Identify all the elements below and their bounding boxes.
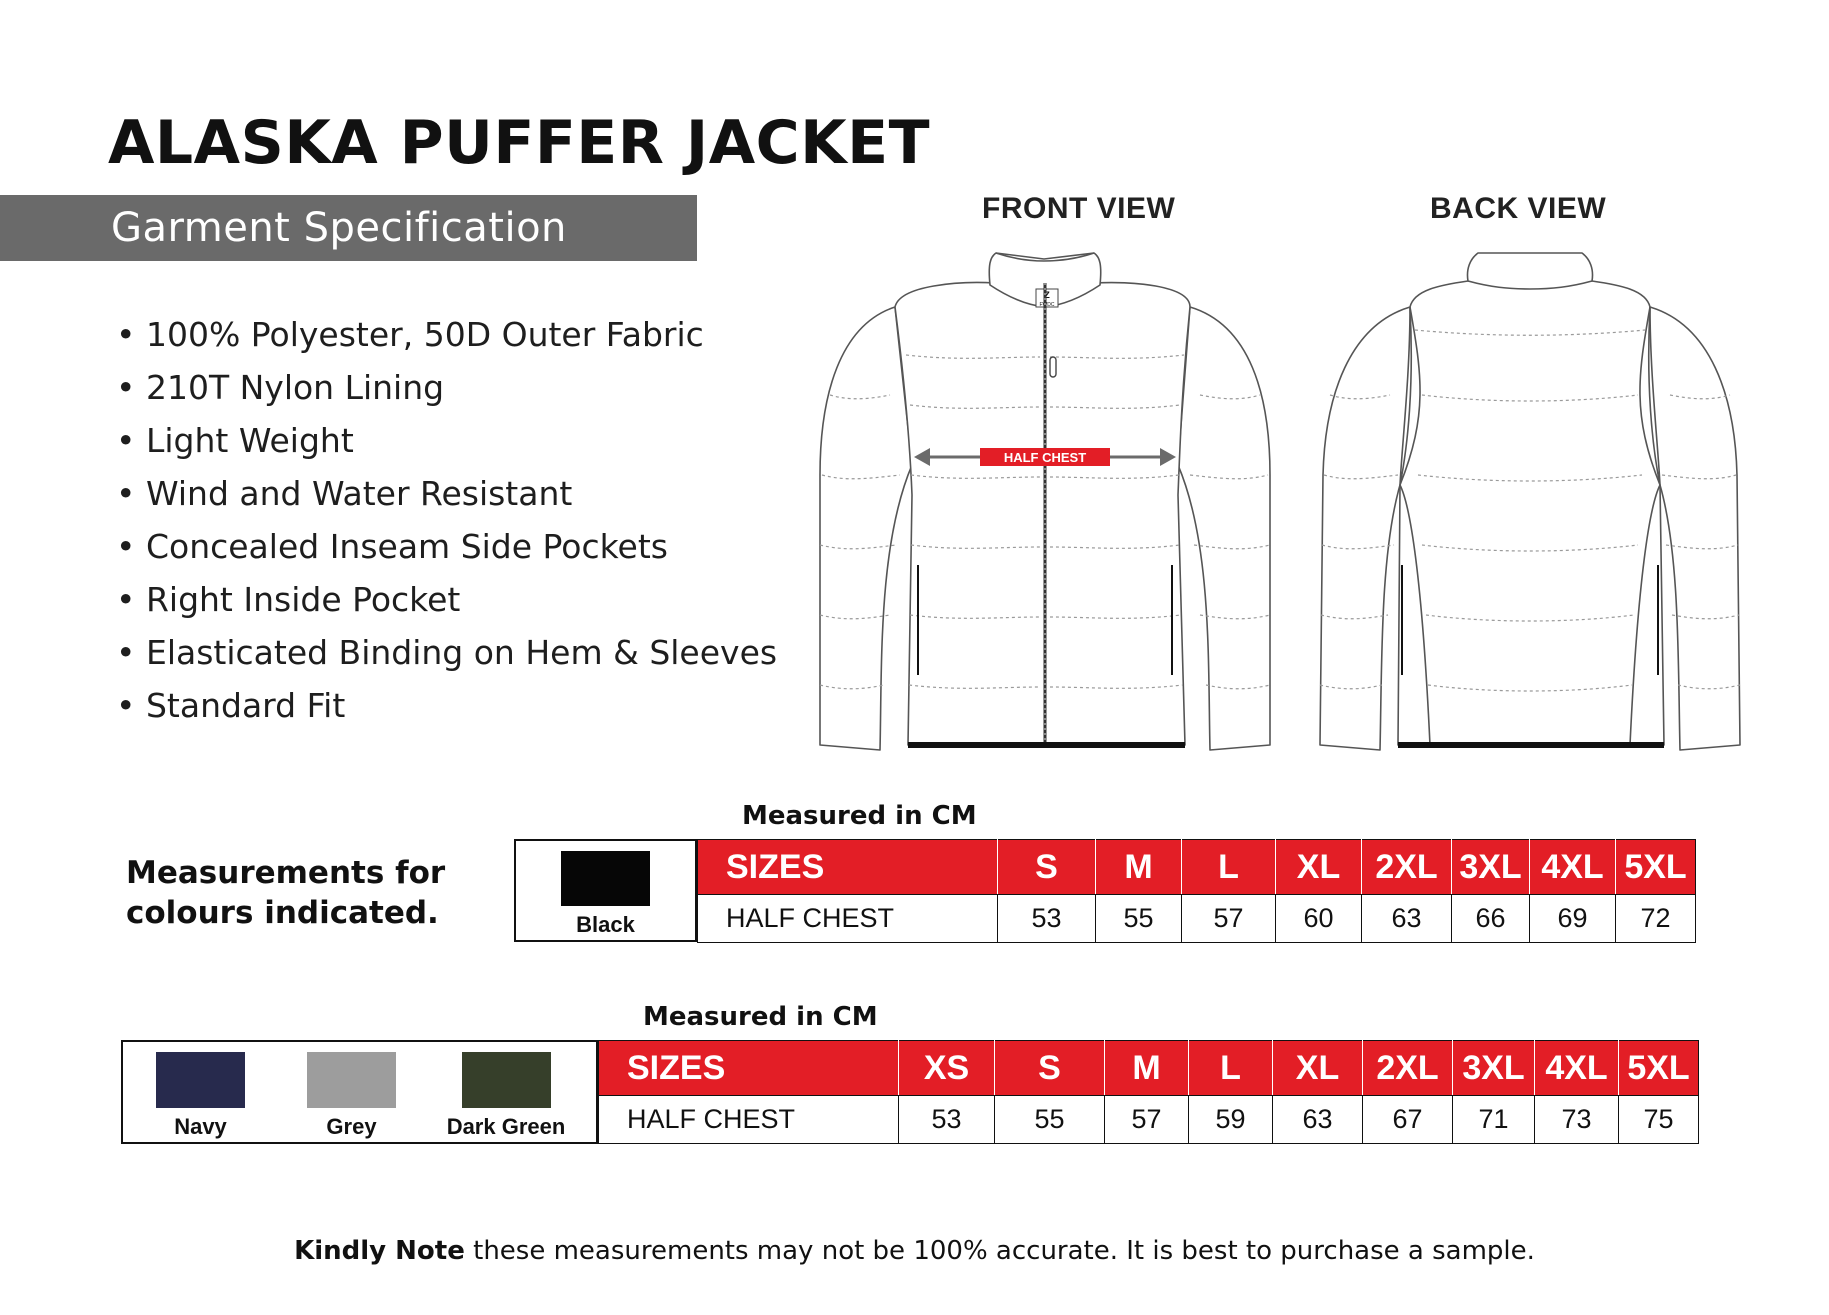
half-chest-value: 63 — [1273, 1096, 1363, 1144]
size-header-row — [599, 1041, 1699, 1096]
colour-name: Dark Green — [446, 1114, 566, 1139]
half-chest-value: 66 — [1452, 895, 1530, 943]
size-header-cell: 3XL — [1453, 1041, 1535, 1096]
size-header-cell: 2XL — [1363, 1041, 1453, 1096]
size-header-cell: L — [1189, 1041, 1273, 1096]
half-chest-value: 63 — [1362, 895, 1452, 943]
size-header-cell: 5XL — [1619, 1041, 1699, 1096]
front-jacket-drawing — [800, 245, 1290, 765]
subtitle-banner — [0, 195, 697, 261]
back-view-label: BACK VIEW — [1430, 192, 1607, 225]
subtitle-text: Garment Specification — [111, 205, 567, 251]
feature-item: • Elasticated Binding on Hem & Sleeves — [116, 626, 777, 679]
footnote-bold: Kindly Note — [294, 1236, 465, 1266]
size-header-cell: M — [1096, 840, 1182, 895]
size-header-cell: XL — [1276, 840, 1362, 895]
front-view-label: FRONT VIEW — [982, 192, 1176, 225]
feature-item: • Wind and Water Resistant — [116, 467, 777, 520]
colour-name: Navy — [174, 1114, 227, 1139]
feature-item: • 100% Polyester, 50D Outer Fabric — [116, 308, 777, 361]
half-chest-value: 67 — [1363, 1096, 1453, 1144]
half-chest-value: 72 — [1616, 895, 1696, 943]
colour-swatch-box-2 — [121, 1040, 598, 1144]
colour-swatch-grey — [306, 1052, 397, 1140]
feature-item: • Light Weight — [116, 414, 777, 467]
colour-chip-navy — [156, 1052, 245, 1108]
half-chest-value: 75 — [1619, 1096, 1699, 1144]
feature-item: • Standard Fit — [116, 679, 777, 732]
colour-name: Grey — [326, 1114, 377, 1139]
half-chest-value: 60 — [1276, 895, 1362, 943]
half-chest-label: HALF CHEST — [698, 895, 998, 943]
feature-item: • Right Inside Pocket — [116, 573, 777, 626]
half-chest-value: 69 — [1530, 895, 1616, 943]
half-chest-value: 71 — [1453, 1096, 1535, 1144]
sizes-header-label: SIZES — [599, 1041, 899, 1096]
half-chest-value: 55 — [995, 1096, 1105, 1144]
colour-name: Black — [576, 912, 635, 937]
colour-swatch-dark-green — [431, 1052, 581, 1140]
feature-list — [116, 308, 777, 732]
half-chest-value: 55 — [1096, 895, 1182, 943]
half-chest-value: 53 — [998, 895, 1096, 943]
half-chest-tag: HALF CHEST — [1003, 450, 1087, 465]
zipper-pull — [1050, 357, 1056, 377]
footnote — [0, 1236, 1829, 1266]
half-chest-value: 57 — [1182, 895, 1276, 943]
half-chest-value: 57 — [1105, 1096, 1189, 1144]
page-title: ALASKA PUFFER JACKET — [108, 108, 931, 178]
colour-swatch-navy — [155, 1052, 246, 1140]
size-header-cell: 4XL — [1530, 840, 1616, 895]
size-header-cell: 2XL — [1362, 840, 1452, 895]
half-chest-value: 53 — [899, 1096, 995, 1144]
measured-label-2: Measured in CM — [643, 1002, 878, 1032]
size-header-cell: 5XL — [1616, 840, 1696, 895]
collar-brand-text: FWDC — [1039, 302, 1055, 308]
size-table-1 — [697, 839, 1696, 943]
size-header-cell: L — [1182, 840, 1276, 895]
size-header-cell: 3XL — [1452, 840, 1530, 895]
feature-item: • 210T Nylon Lining — [116, 361, 777, 414]
measured-label-1: Measured in CM — [742, 801, 977, 831]
sizes-header-label: SIZES — [698, 840, 998, 895]
footnote-text: these measurements may not be 100% accurate. It is best to purchase a sample. — [464, 1236, 1535, 1266]
size-header-cell: M — [1105, 1041, 1189, 1096]
size-header-cell: XS — [899, 1041, 995, 1096]
half-chest-value: 73 — [1535, 1096, 1619, 1144]
half-chest-row — [698, 895, 1696, 943]
feature-item: • Concealed Inseam Side Pockets — [116, 520, 777, 573]
collar-brand-mark: Z — [1044, 290, 1050, 300]
back-jacket-drawing — [1290, 245, 1770, 765]
colour-swatch-box-1 — [514, 839, 697, 942]
half-chest-label: HALF CHEST — [599, 1096, 899, 1144]
size-header-row — [698, 840, 1696, 895]
size-header-cell: XL — [1273, 1041, 1363, 1096]
colours-note: Measurements for colours indicated. — [126, 855, 446, 931]
colour-chip-grey — [307, 1052, 396, 1108]
size-table-2 — [598, 1040, 1699, 1144]
colour-chip-dark-green — [462, 1052, 551, 1108]
half-chest-row — [599, 1096, 1699, 1144]
colour-swatch-black — [560, 851, 651, 938]
size-header-cell: 4XL — [1535, 1041, 1619, 1096]
colour-chip-black — [561, 851, 650, 906]
size-header-cell: S — [998, 840, 1096, 895]
size-header-cell: S — [995, 1041, 1105, 1096]
half-chest-value: 59 — [1189, 1096, 1273, 1144]
